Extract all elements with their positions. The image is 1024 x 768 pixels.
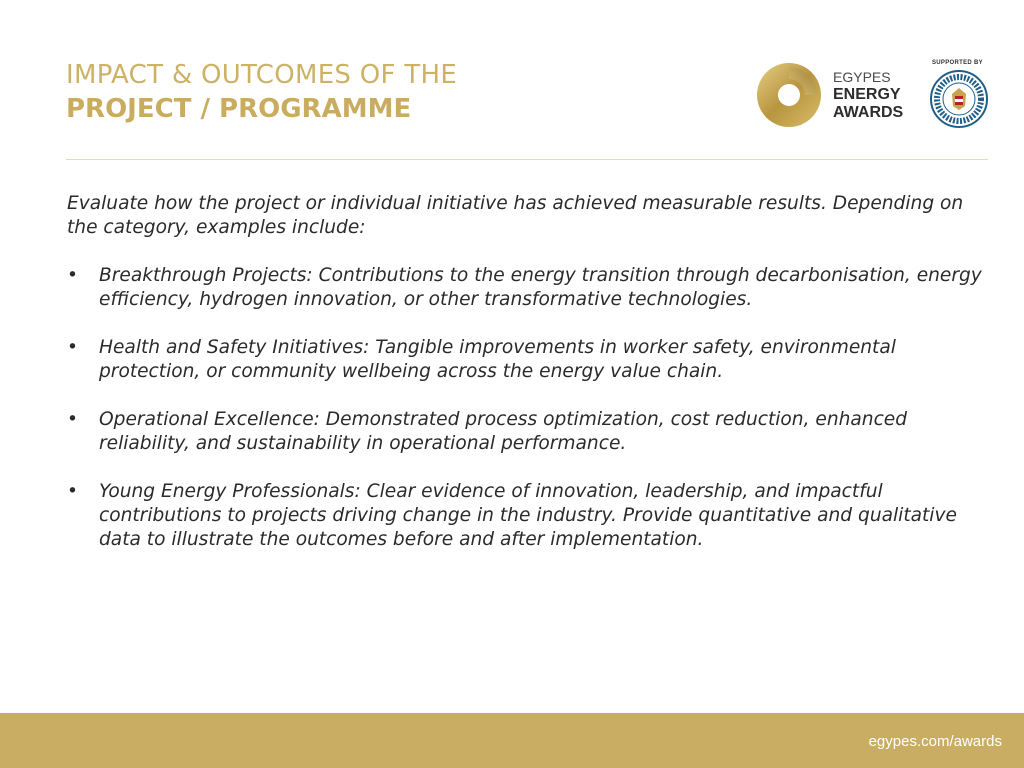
list-item [67, 480, 987, 552]
bullet-icon: • [67, 265, 78, 286]
list-item-text: Operational Excellence: Demonstrated process optimization, cost reduction, enhanced reliability, and sustainability in operational performance. [99, 409, 908, 454]
list-item [67, 336, 987, 384]
ministry-seal-icon [930, 70, 988, 128]
examples-list [67, 264, 987, 552]
logo-line-3: AWARDS [833, 104, 904, 121]
bullet-icon: • [67, 481, 78, 502]
header-divider [66, 159, 988, 160]
supported-by-label: SUPPORTED BY [932, 60, 983, 66]
gold-ring-icon [756, 62, 822, 128]
footer-url-link[interactable]: egypes.com/awards [868, 733, 1002, 750]
intro-paragraph: Evaluate how the project or individual initiative has achieved measurable results. Depending on the category, examples include: [67, 193, 964, 238]
logo-line-1: EGYPES [833, 69, 891, 85]
logo-line-2: ENERGY [833, 86, 901, 103]
list-item-text: Health and Safety Initiatives: Tangible improvements in worker safety, environmental protection, or community wellbeing across the energy value chain. [99, 337, 896, 382]
title-line-1: IMPACT & OUTCOMES OF THE [66, 60, 458, 90]
list-item [67, 408, 987, 456]
list-item-text: Young Energy Professionals: Clear evidence of innovation, leadership, and impactful contributions to projects driving change in the industry. Provide quantitative and qualitative data to illustrate the outcomes before and after implementation. [99, 481, 957, 550]
footer-bar [0, 713, 1024, 768]
logo-wordmark [833, 68, 903, 122]
main-content [67, 192, 987, 552]
bullet-icon: • [67, 337, 78, 358]
title-line-2: PROJECT / PROGRAMME [66, 94, 412, 124]
bullet-icon: • [67, 409, 78, 430]
list-item [67, 264, 987, 312]
list-item-text: Breakthrough Projects: Contributions to the energy transition through decarbonisation, energy efficiency, hydrogen innovation, or other transformative technologies. [99, 265, 982, 310]
